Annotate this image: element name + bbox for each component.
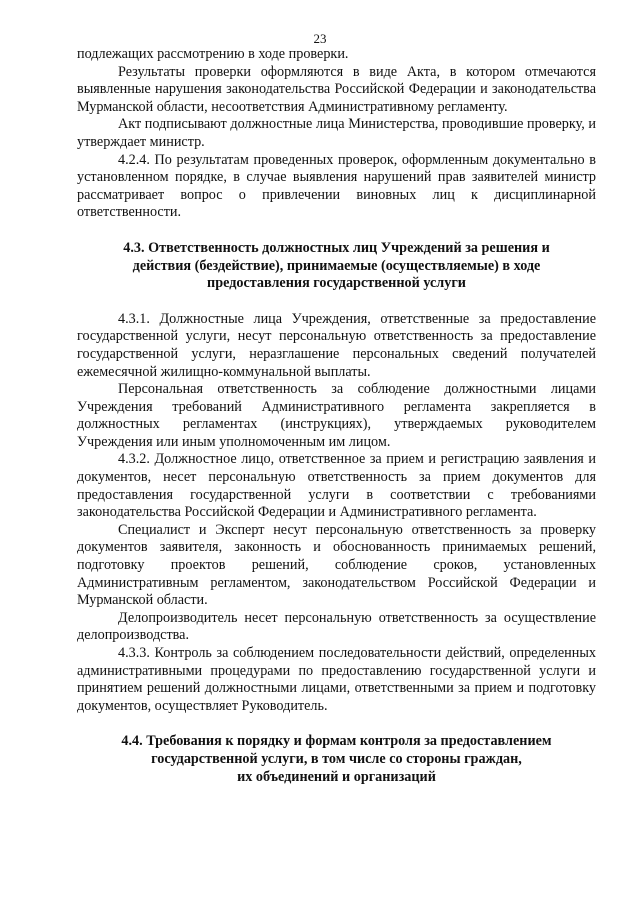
section-heading-line: предоставления государственной услуги: [207, 275, 466, 292]
section-4-4-heading: [77, 733, 596, 786]
section-heading-line: государственной услуги, в том числе со стороны граждан,: [151, 750, 522, 767]
section-heading-line: действия (бездействие), принимаемые (осуществляемые) в ходе: [132, 257, 541, 274]
document-body: [77, 46, 596, 786]
paragraph-specialist-expert: Специалист и Эксперт несут персональную ответственность за проверку документов заявителя, законность и обоснованность принимаемых решений, подготовку проектов решений, соблюдение сроков, установленных Административным регламентом, законодательством Российской Федерации и Мурманской области.: [77, 521, 596, 609]
section-heading-line: их объединений и организаций: [237, 768, 436, 785]
paragraph-continuation: подлежащих рассмотрению в ходе проверки.: [77, 46, 349, 62]
paragraph-personal-responsibility: Персональная ответственность за соблюдение должностными лицами Учреждения требований Административного регламента закрепляется в должностных регламентах (инструкциях), утверждаемых руководителем Учреждения или иным уполномоченным им лицом.: [77, 381, 596, 450]
paragraph-4-2-4: 4.2.4. По результатам проведенных проверок, оформленным документально в установленном порядке, в случае выявления нарушений прав заявителей министр рассматривает вопрос о привлечении виновных лиц к дисциплинарной ответственности.: [77, 151, 596, 221]
section-heading-line: 4.3. Ответственность должностных лиц Учреждений за решения и: [123, 239, 550, 256]
paragraph-act-results: Результаты проверки оформляются в виде Акта, в котором отмечаются выявленные нарушения законодательства Российской Федерации и законодательства Мурманской области, несоответствия Административному регламенту.: [77, 63, 596, 115]
section-4-3-heading: [77, 240, 596, 293]
paragraph-4-3-3: 4.3.3. Контроль за соблюдением последовательности действий, определенных административными процедурами по предоставлению государственной услуги и принятием решений должностными лицами, ответственными за прием и подготовку документов, осуществляет Руководитель.: [77, 645, 596, 714]
paragraph-act-signing: Акт подписывают должностные лица Министерства, проводившие проверку, и утверждает министр.: [77, 116, 596, 150]
page-number: 23: [313, 31, 327, 46]
paragraph-4-3-1: 4.3.1. Должностные лица Учреждения, ответственные за предоставление государственной услуги, несут персональную ответственность за предоставление государственной услуги, неразглашение персональных сведений получателей ежемесячной жилищно-коммунальной выплаты.: [77, 310, 596, 380]
paragraph-4-3-2: 4.3.2. Должностное лицо, ответственное за прием и регистрацию заявления и документов, несет персональную ответственность за прием документов для предоставления государственной услуги в соответствии с требованиями законодательства Российской Федерации и Административного регламента.: [77, 451, 596, 521]
paragraph-clerk: Делопроизводитель несет персональную ответственность за осуществление делопроизводства.: [77, 609, 596, 644]
section-heading-line: 4.4. Требования к порядку и формам контроля за предоставлением: [121, 733, 552, 750]
